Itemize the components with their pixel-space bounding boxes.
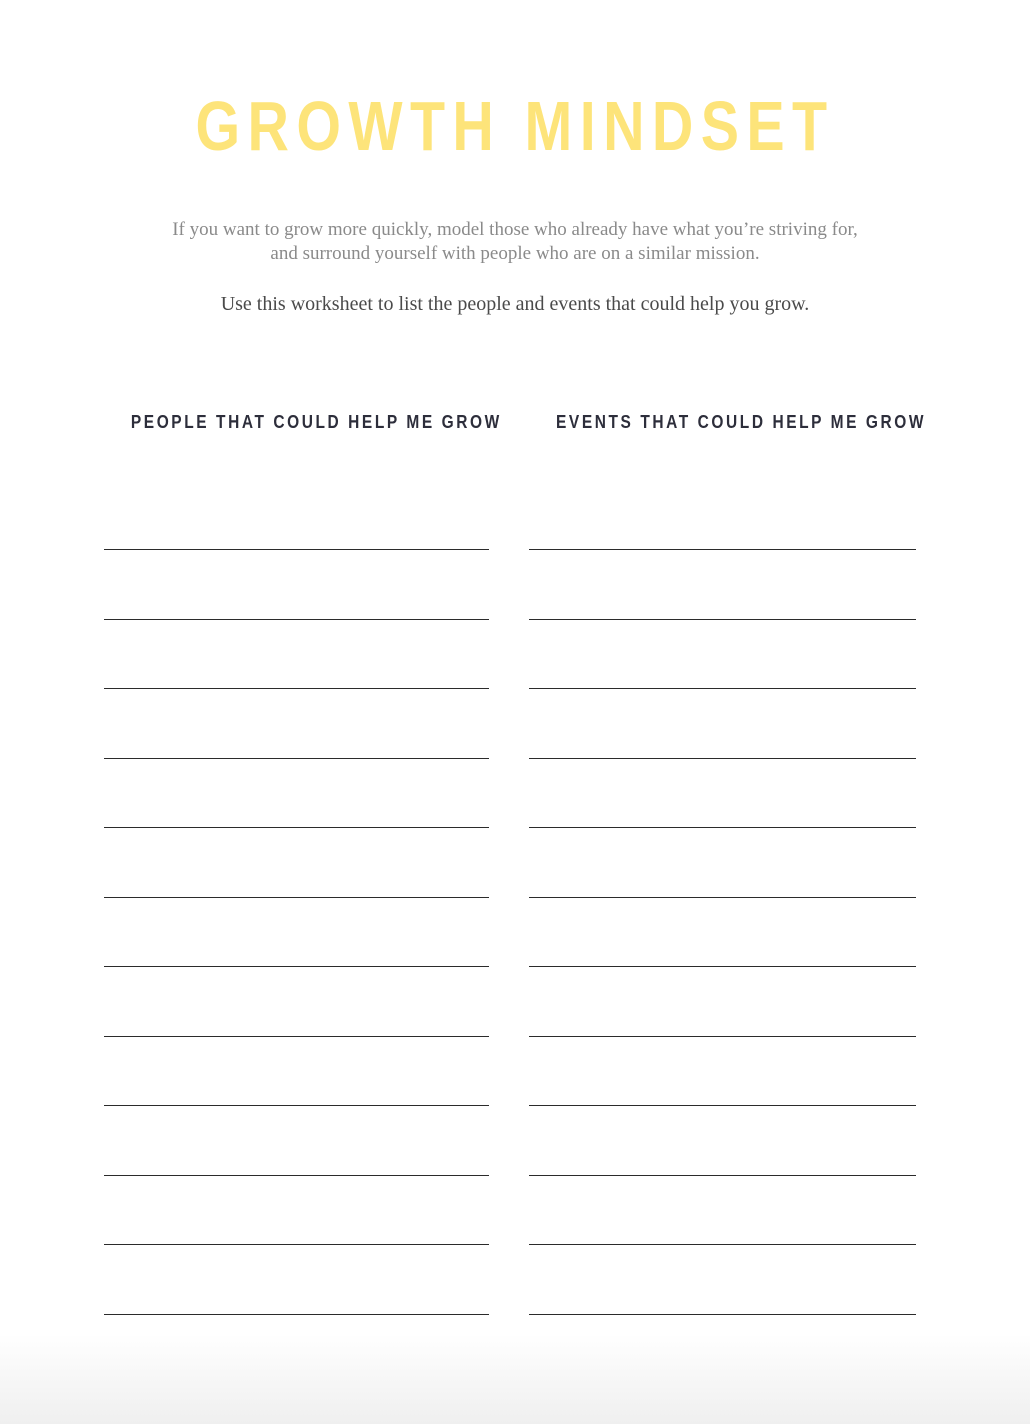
events-column-heading: EVENTS THAT COULD HELP ME GROW — [556, 412, 927, 432]
people-line — [104, 1314, 489, 1315]
events-line — [529, 619, 916, 620]
people-line — [104, 688, 489, 689]
events-line — [529, 1036, 916, 1037]
events-line — [529, 1105, 916, 1106]
people-column-heading: PEOPLE THAT COULD HELP ME GROW — [130, 412, 502, 432]
people-line — [104, 549, 489, 550]
events-line — [529, 897, 916, 898]
people-line — [104, 827, 489, 828]
people-line — [104, 758, 489, 759]
intro-line-1: If you want to grow more quickly, model those who already have what you’re striving for, — [172, 219, 858, 240]
events-line — [529, 688, 916, 689]
people-line — [104, 966, 489, 967]
people-line — [104, 897, 489, 898]
intro-line-2: and surround yourself with people who are on a similar mission. — [270, 243, 760, 264]
events-line — [529, 966, 916, 967]
people-line — [104, 1105, 489, 1106]
people-line — [104, 619, 489, 620]
people-line — [104, 1036, 489, 1037]
events-line — [529, 758, 916, 759]
events-line — [529, 1244, 916, 1245]
instruction-text: Use this worksheet to list the people and events that could help you grow. — [220, 293, 810, 315]
events-line — [529, 827, 916, 828]
events-line — [529, 1175, 916, 1176]
events-line — [529, 549, 916, 550]
people-line — [104, 1244, 489, 1245]
intro-paragraph — [0, 218, 1030, 266]
page-bottom-shadow — [0, 1334, 1030, 1424]
page-title: GROWTH MINDSET — [195, 87, 835, 165]
events-line — [529, 1314, 916, 1315]
people-line — [104, 1175, 489, 1176]
